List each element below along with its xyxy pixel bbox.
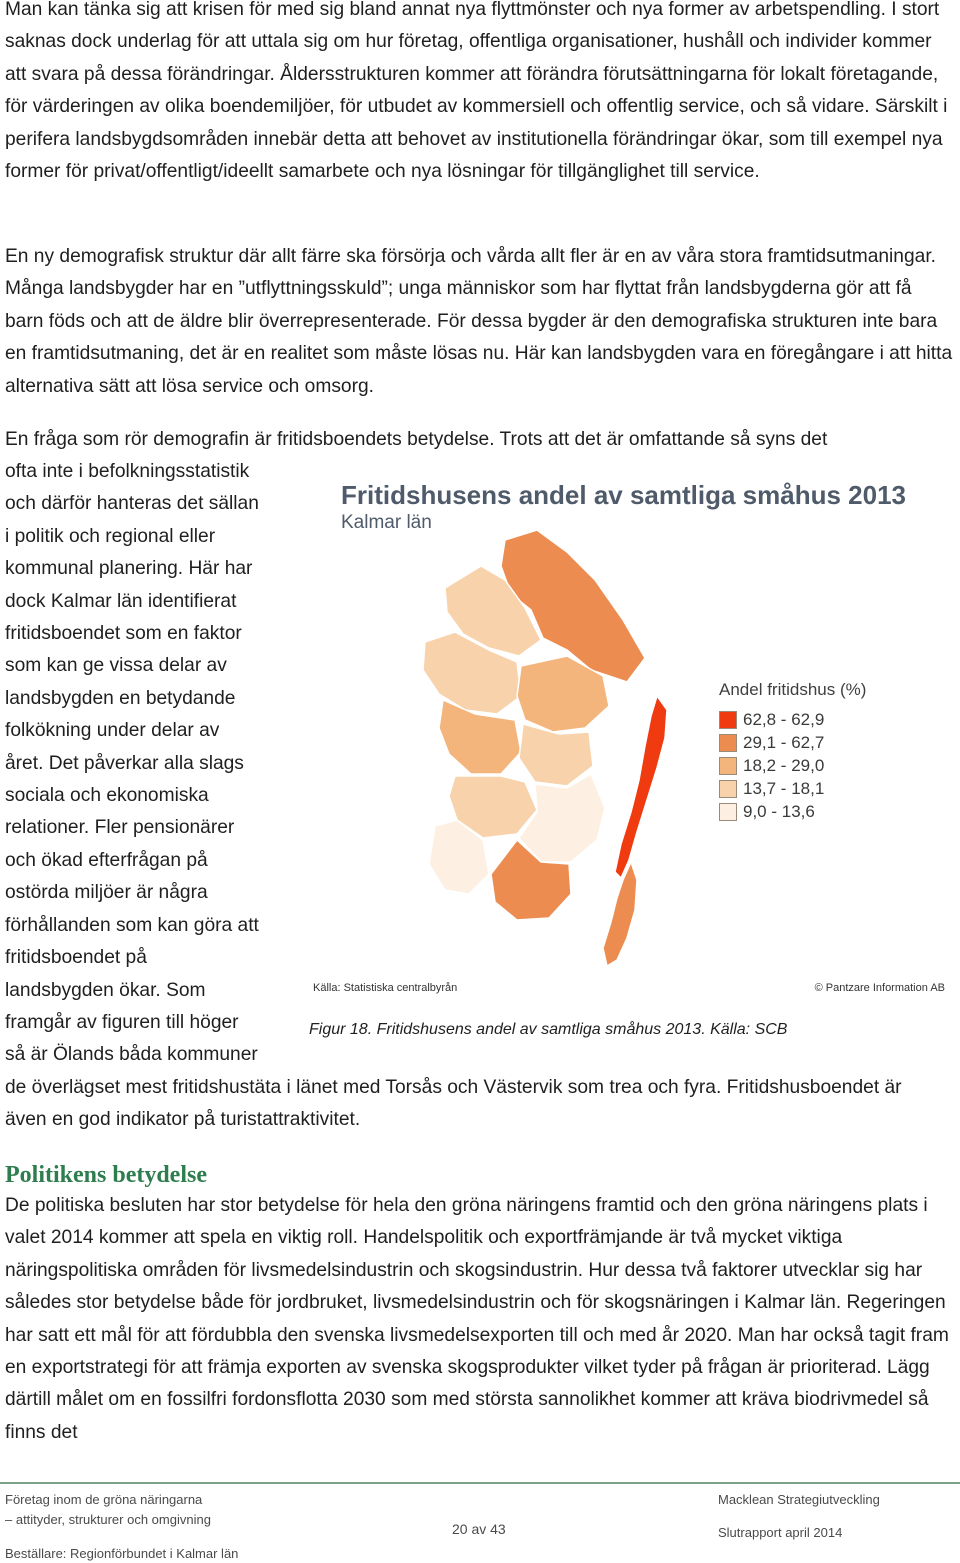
text-line: och därför hanteras det sällan: [5, 493, 259, 515]
text-line: som kan ge vissa delar av: [5, 655, 227, 677]
legend-label: 9,0 - 13,6: [743, 801, 815, 821]
text-line: så är Ölands båda kommuner: [5, 1044, 258, 1066]
text-line: förhållanden som kan göra att: [5, 914, 259, 936]
paragraph-demography: En ny demografisk struktur där allt färre ska försörja och vårda allt fler är en av våra stora framtidsutmaningar. Många landsbygder har en ”utflyttningsskuld”; unga människor som har flyttat från landsbygderna gör att få barn föds och att de äldre blir överrepresenterade. För dessa bygder är den demografiska strukturen inte bara en framtidsutmaning, det är en realitet som måste lösas nu. Här kan landsbygden vara en föregångare i att hitta alternativa sätt att lösa service och omsorg.: [5, 246, 953, 397]
footer-author: Macklean Strategiutveckling: [718, 1492, 880, 1507]
figure-map: [305, 470, 957, 1000]
municipality-kalmar: [519, 774, 605, 862]
footer-report-date: Slutrapport april 2014: [718, 1525, 843, 1540]
legend-swatch: [719, 757, 737, 775]
text-line: dock Kalmar län identifierat: [5, 590, 237, 612]
legend-swatch: [719, 803, 737, 821]
text-line: kommunal planering. Här har: [5, 558, 253, 580]
map-source: Källa: Statistiska centralbyrån: [313, 982, 458, 994]
footer-page-number: 20 av 43: [452, 1521, 506, 1537]
legend-item: [719, 800, 866, 823]
paragraph-holiday-homes-end: de överlägset mest fritidshustäta i länet med Torsås och Västervik som trea och fyra. Fritidshusboendet är även en god indikator på turistattraktivitet.: [5, 1077, 902, 1131]
text-line: relationer. Fler pensionärer: [5, 817, 235, 839]
legend-label: 62,8 - 62,9: [743, 709, 825, 729]
legend-label: 13,7 - 18,1: [743, 778, 825, 798]
paragraph-holiday-homes-intro: En fråga som rör demografin är fritidsboendets betydelse. Trots att det är omfattande så syns det: [5, 429, 828, 450]
section-heading: Politikens betydelse: [5, 1162, 207, 1188]
legend-item: [719, 708, 866, 731]
text-line: folkökning under delar av: [5, 720, 220, 742]
municipality-borgholm: [615, 696, 667, 878]
paragraph-crisis: Man kan tänka sig att krisen för med sig bland annat nya flyttmönster och nya former av arbetspendling. I stort saknas dock underlag för att uttala sig om hur företag, offentliga organisationer, hushåll och individer kommer att svara på dessa förändringar. Åldersstrukturen kommer att förändra förutsättningarna för lokalt företagande, för värderingen av olika boendemiljöer, för utbudet av kommersiell och offentlig service, och så vidare. Särskilt i perifera landsbygdsområden innebär detta att behovet av institutionella förändringar ökar, som till exempel nya former för privat/offentligt/ideellt samarbete och nya lösningar för tillgänglighet till service.: [5, 0, 948, 183]
legend-item: [719, 731, 866, 754]
map-subtitle: Kalmar län: [341, 512, 432, 533]
text-line: fritidsboendet på: [5, 947, 147, 969]
map-copyright: © Pantzare Information AB: [814, 982, 945, 994]
text-line: framgår av figuren till höger: [5, 1011, 239, 1033]
municipality-monsteras: [519, 724, 593, 786]
text-line: och ökad efterfrågan på: [5, 849, 208, 871]
footer-project-title: Företag inom de gröna näringarna: [5, 1492, 203, 1507]
legend-title: Andel fritidshus (%): [719, 680, 867, 699]
legend-item: [719, 754, 866, 777]
paragraph-politics: De politiska besluten har stor betydelse för hela den gröna näringens framtid och den gröna näringens plats i valet 2014 kommer att spela en viktig roll. Handelspolitik och exportfrämjande är två mycket viktiga näringspolitiska områden för livsmedelsindustrin och skogsindustrin. Hur dessa två faktorer utvecklar sig har således stor betydelse både för jordbruket, livsmedelsindustrin och för skogsnäringen i Kalmar län. Regeringen har satt ett mål för att fördubbla den svenska livsmedelsexporten till och med år 2020. Man har också tagit fram en exportstrategi för att främja exporten av svenska skogsprodukter vilket tyder på frågan är prioriterad. Lägg därtill målet om en fossilfri fordonsflotta 2030 som med största sannolikhet kommer att kräva biodrivmedel så finns det: [5, 1195, 949, 1443]
footer-project-subtitle: – attityder, strukturer och omgivning: [5, 1512, 211, 1527]
footer-client: Beställare: Regionförbundet i Kalmar län: [5, 1546, 239, 1561]
legend-swatch: [719, 711, 737, 729]
legend-swatch: [719, 734, 737, 752]
text-line: i politik och regional eller: [5, 525, 216, 547]
legend-label: 18,2 - 29,0: [743, 755, 825, 775]
legend-item: [719, 777, 866, 800]
legend-swatch: [719, 780, 737, 798]
map-title: Fritidshusens andel av samtliga småhus 2013: [341, 480, 907, 510]
footer-divider: [0, 1482, 960, 1484]
legend-label: 29,1 - 62,7: [743, 732, 825, 752]
text-line: året. Det påverkar alla slags: [5, 752, 244, 774]
text-line: landsbygden en betydande: [5, 687, 236, 709]
text-line: ofta inte i befolkningsstatistik: [5, 461, 250, 482]
paragraph-holiday-homes-side: [5, 456, 300, 1072]
text-line: ostörda miljöer är några: [5, 882, 208, 904]
text-line: sociala och ekonomiska: [5, 785, 209, 807]
figure-caption: Figur 18. Fritidshusens andel av samtliga småhus 2013. Källa: SCB: [309, 1021, 788, 1038]
text-line: fritidsboendet som en faktor: [5, 623, 242, 645]
text-line: landsbygden ökar. Som: [5, 979, 206, 1001]
map-legend: [719, 680, 866, 823]
